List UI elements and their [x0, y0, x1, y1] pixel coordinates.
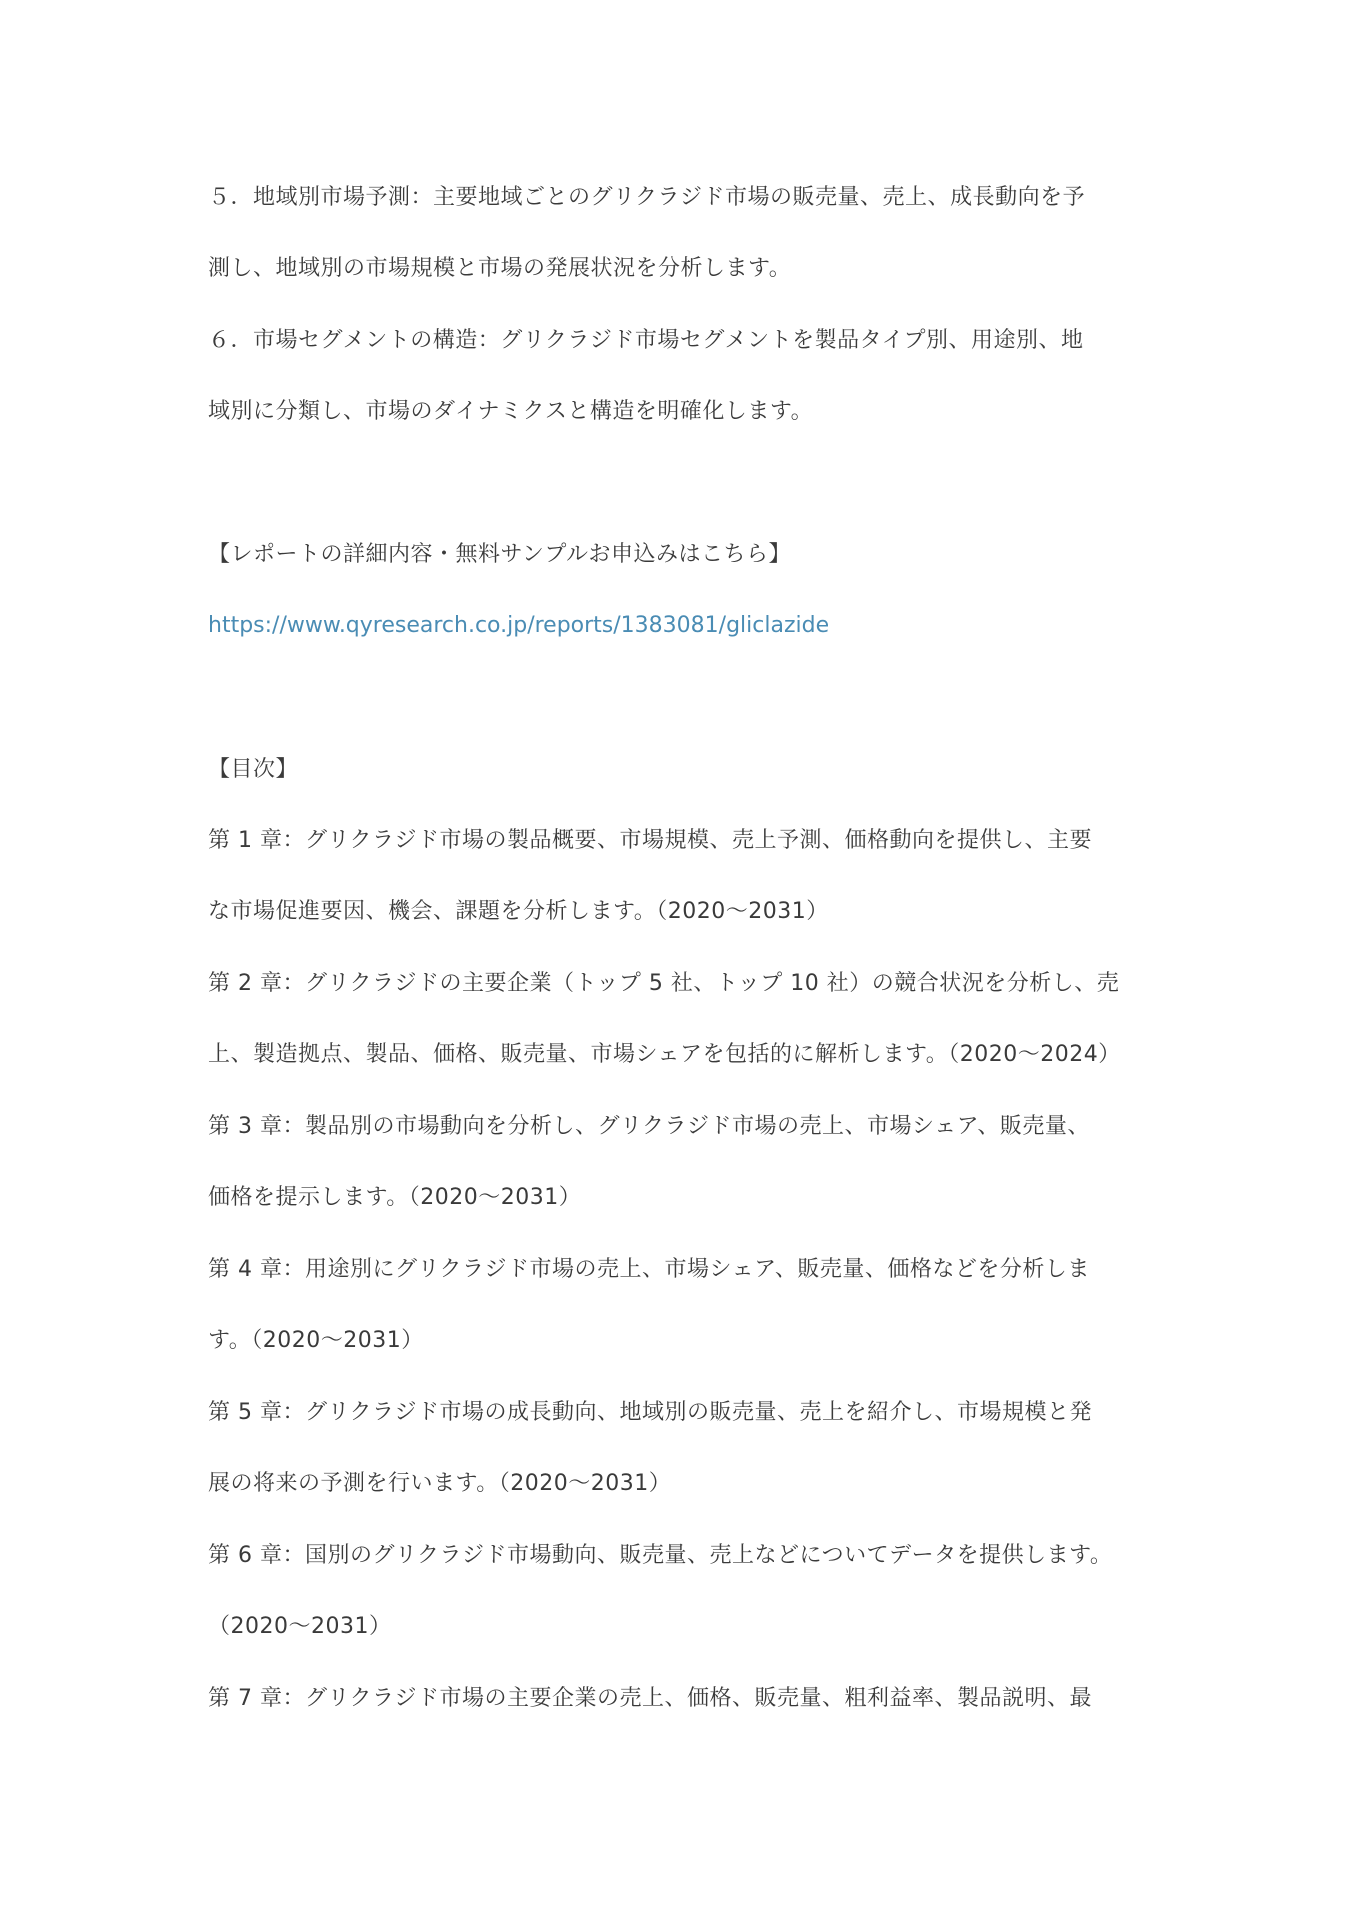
toc-line: 第 6 章：国別のグリクラジド市場動向、販売量、売上などについてデータを提供します。: [208, 1543, 1113, 1568]
toc-line: 展の将来の予測を行います。（2020～2031）: [208, 1471, 672, 1496]
toc-line: 第 3 章：製品別の市場動向を分析し、グリクラジド市場の売上、市場シェア、販売量、: [208, 1114, 1090, 1139]
toc-line: 第 2 章：グリクラジドの主要企業（トップ 5 社、トップ 10 社）の競合状況を分析し、売: [208, 971, 1120, 996]
toc-line: 第 4 章：用途別にグリクラジド市場の売上、市場シェア、販売量、価格などを分析しま: [208, 1257, 1090, 1282]
toc-heading: 【目次】: [208, 757, 299, 782]
segment-paragraph-line-1: ６．市場セグメントの構造：グリクラジド市場セグメントを製品タイプ別、用途別、地: [208, 328, 1084, 353]
toc-line: 価格を提示します。（2020～2031）: [208, 1185, 582, 1210]
forecast-paragraph-line-2: 測し、地域別の市場規模と市場の発展状況を分析します。: [208, 256, 792, 281]
segment-paragraph-line-2: 域別に分類し、市場のダイナミクスと構造を明確化します。: [208, 399, 814, 424]
toc-line: な市場促進要因、機会、課題を分析します。（2020～2031）: [208, 899, 829, 924]
toc-line: 上、製造拠点、製品、価格、販売量、市場シェアを包括的に解析します。（2020～2024）: [208, 1042, 1121, 1067]
forecast-paragraph-line-1: ５．地域別市場予測：主要地域ごとのグリクラジド市場の販売量、売上、成長動向を予: [208, 185, 1086, 210]
report-link-heading: 【レポートの詳細内容・無料サンプルお申込みはこちら】: [208, 542, 792, 567]
toc-line: 第 7 章：グリクラジド市場の主要企業の売上、価格、販売量、粗利益率、製品説明、最: [208, 1686, 1093, 1711]
report-link[interactable]: https://www.qyresearch.co.jp/reports/1383081/gliclazide: [208, 613, 830, 638]
toc-line: す。（2020～2031）: [208, 1328, 424, 1353]
toc-line: 第 1 章：グリクラジド市場の製品概要、市場規模、売上予測、価格動向を提供し、主要: [208, 828, 1093, 853]
toc-line: （2020～2031）: [208, 1614, 392, 1639]
toc-line: 第 5 章：グリクラジド市場の成長動向、地域別の販売量、売上を紹介し、市場規模と発: [208, 1400, 1093, 1425]
